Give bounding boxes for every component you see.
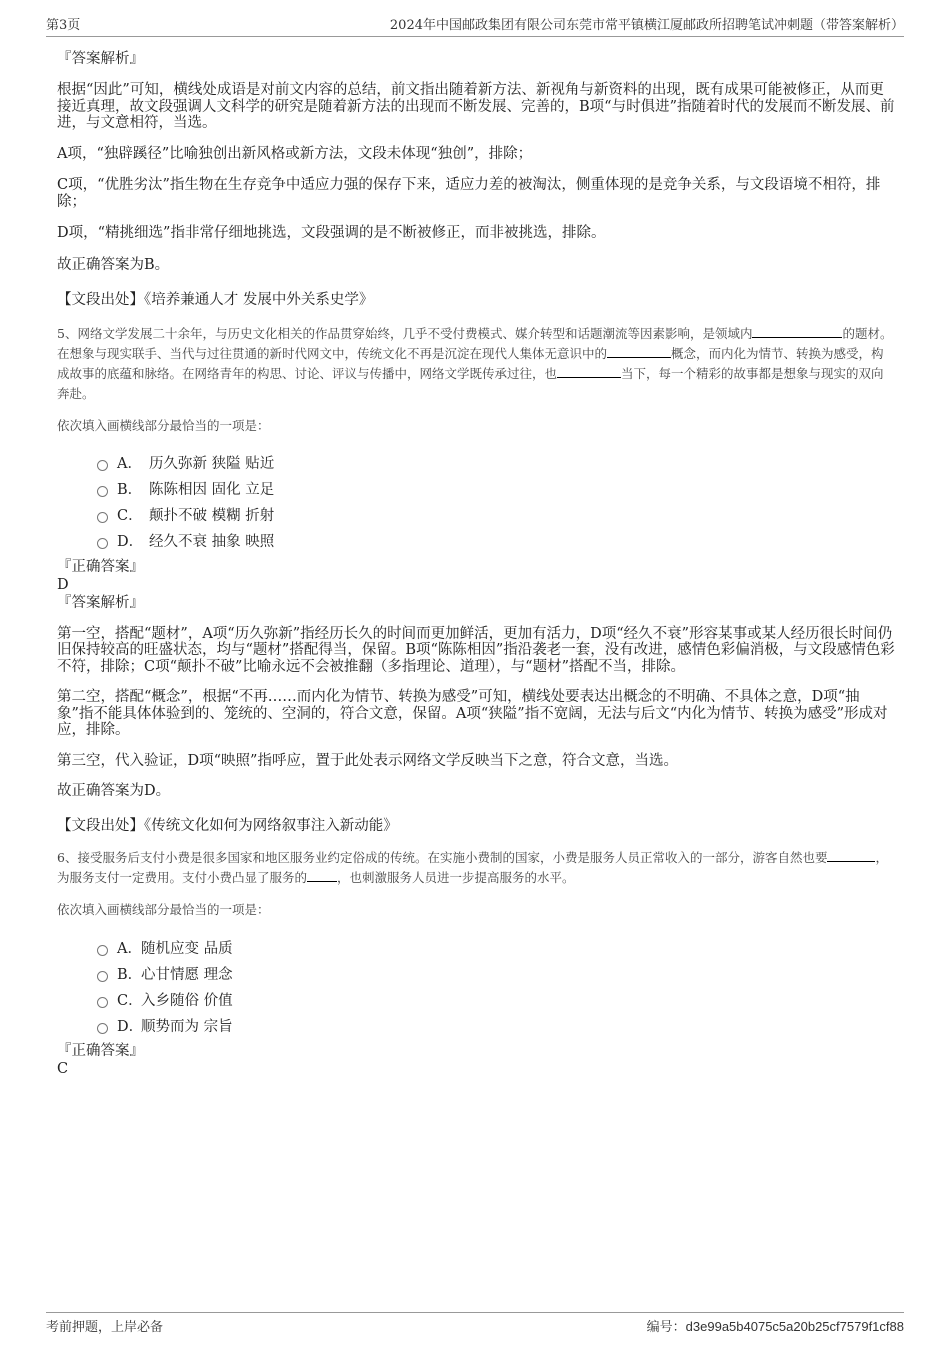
answer-label: 『正确答案』 <box>57 558 144 575</box>
radio-icon[interactable] <box>97 1023 108 1034</box>
page-content <box>57 44 895 1078</box>
option-c[interactable]: C． 颠扑不破 模糊 折射 <box>97 502 895 528</box>
document-title: 2024年中国邮政集团有限公司东莞市常平镇横江厦邮政所招聘笔试冲刺题（带答案解析） <box>389 18 904 33</box>
option-a[interactable]: A． 历久弥新 狭隘 贴近 <box>97 450 895 476</box>
footer-slogan: 考前押题，上岸必备 <box>46 1320 164 1335</box>
analysis-paragraph: A项，“独辟蹊径”比喻独创出新风格或新方法，文段未体现“独创”，排除； <box>57 145 533 162</box>
option-c[interactable]: C． 入乡随俗 价值 <box>97 986 895 1012</box>
question-6-prompt: 依次填入画横线部分最恰当的一项是： <box>57 902 270 917</box>
analysis-conclusion: 故正确答案为D。 <box>57 783 171 799</box>
analysis-paragraph: 第三空，代入验证，D项“映照”指呼应，置于此处表示网络文学反映当下之意，符合文意，当选。 <box>57 752 678 769</box>
document-code: 编号：d3e99a5b4075c5a20b25cf7579f1cf88 <box>646 1319 904 1335</box>
question-5-prompt: 依次填入画横线部分最恰当的一项是： <box>57 417 270 433</box>
analysis-paragraph: 第二空，搭配“概念”，根据“不再……而内化为情节、转换为感受”可知，横线处要表达出概念的不明确、不具体之意，D项“抽象”指不能具体体验到的、笼统的、空洞的，符合文意，保留。A项“狭隘”指不宽阔，无法与后文“内化为情节、转换为感受”形成对应，排除。 <box>57 689 888 738</box>
correct-answer: C <box>57 1061 69 1077</box>
answer-blank <box>607 345 671 358</box>
option-d[interactable]: D． 经久不衰 抽象 映照 <box>97 528 895 554</box>
option-b[interactable]: B． 心甘情愿 理念 <box>97 960 895 986</box>
answer-label: 『正确答案』 <box>57 1043 144 1059</box>
analysis-paragraph: 第一空，搭配“题材”，A项“历久弥新”指经历长久的时间而更加鲜活，更加有活力，D项“经久不衰”形容某事或某人经历很长时间仍旧保持较高的旺盛状态，均与“题材”搭配得当，保留。B项“陈陈相因”指沿袭老一套，没有改进，感情色彩偏消极，与文段感情色彩不符，排除；C项“颠扑不破”比喻永远不会被推翻（多指理论、道理），与“题材”搭配不当，排除。 <box>57 625 895 675</box>
analysis-paragraph: D项，“精挑细选”指非常仔细地挑选，文段强调的是不断被修正，而非被挑选，排除。 <box>57 225 606 241</box>
analysis-label: 『答案解析』 <box>57 594 144 611</box>
question-5-text-3: 概念，而内化为情节、转换为感受，构成故事的底蕴和脉络。在网络青年的构思、讨论、评议与传播中，网络文学既传承过往，也 <box>57 345 884 381</box>
question-5-text-4: 当下，每一个精彩的故事都是想象与现实的双向奔赴。 <box>57 365 884 401</box>
question-5-text-1: 5、网络文学发展二十余年，与历史文化相关的作品贯穿始终，几乎不受付费模式、媒介转型和话题潮流等因素影响，是领域内 <box>57 325 753 341</box>
question-6-text-3: ，也刺激服务人员进一步提高服务的水平。 <box>337 870 575 885</box>
analysis-paragraph: 根据“因此”可知，横线处成语是对前文内容的总结，前文指出随着新方法、新视角与新资料的出现，既有成果可能被修正，从而更接近真理，故文段强调人文科学的研究是随着新方法的出现而不断发展、完善的，B项“与时俱进”指随着时代的发展而不断发展、前进，与文意相符，当选。 <box>57 82 895 131</box>
option-b[interactable]: B． 陈陈相因 固化 立足 <box>97 476 895 502</box>
question-6-text-2: ，为服务支付一定费用。支付小费凸显了服务的 <box>57 850 888 885</box>
passage-source: 【文段出处】《培养兼通人才 发展中外关系史学》 <box>57 292 374 308</box>
page-number: 第3页 <box>46 18 81 33</box>
radio-icon[interactable] <box>97 997 108 1008</box>
answer-blank <box>752 325 842 338</box>
question-5-options <box>97 450 895 554</box>
radio-icon[interactable] <box>97 460 108 471</box>
radio-icon[interactable] <box>97 971 108 982</box>
analysis-conclusion: 故正确答案为B。 <box>57 256 170 273</box>
option-a[interactable]: A． 随机应变 品质 <box>97 934 895 960</box>
page-header <box>46 14 904 37</box>
analysis-paragraph: C项，“优胜劣汰”指生物在生存竞争中适应力强的保存下来，适应力差的被淘汰，侧重体现的是竞争关系，与文段语境不相符，排除； <box>57 177 881 210</box>
answer-blank <box>307 869 337 882</box>
analysis-label: 『答案解析』 <box>57 51 144 67</box>
answer-blank <box>827 849 875 862</box>
question-5-stem <box>57 324 895 404</box>
radio-icon[interactable] <box>97 512 108 523</box>
question-6-options <box>97 934 895 1038</box>
page-footer <box>46 1312 904 1335</box>
passage-source: 【文段出处】《传统文化如何为网络叙事注入新动能》 <box>57 817 398 834</box>
question-5-text-2: 的题材。在想象与现实联手、当代与过往贯通的新时代网文中，传统文化不再是沉淀在现代人集体无意识中的 <box>57 325 893 361</box>
answer-blank <box>557 365 621 378</box>
question-6-stem <box>57 848 895 888</box>
radio-icon[interactable] <box>97 538 108 549</box>
radio-icon[interactable] <box>97 945 108 956</box>
radio-icon[interactable] <box>97 486 108 497</box>
option-d[interactable]: D． 顺势而为 宗旨 <box>97 1012 895 1038</box>
correct-answer: D <box>57 576 69 593</box>
question-6-text-1: 6、接受服务后支付小费是很多国家和地区服务业约定俗成的传统。在实施小费制的国家，小费是服务人员正常收入的一部分，游客自然也要 <box>57 850 828 865</box>
